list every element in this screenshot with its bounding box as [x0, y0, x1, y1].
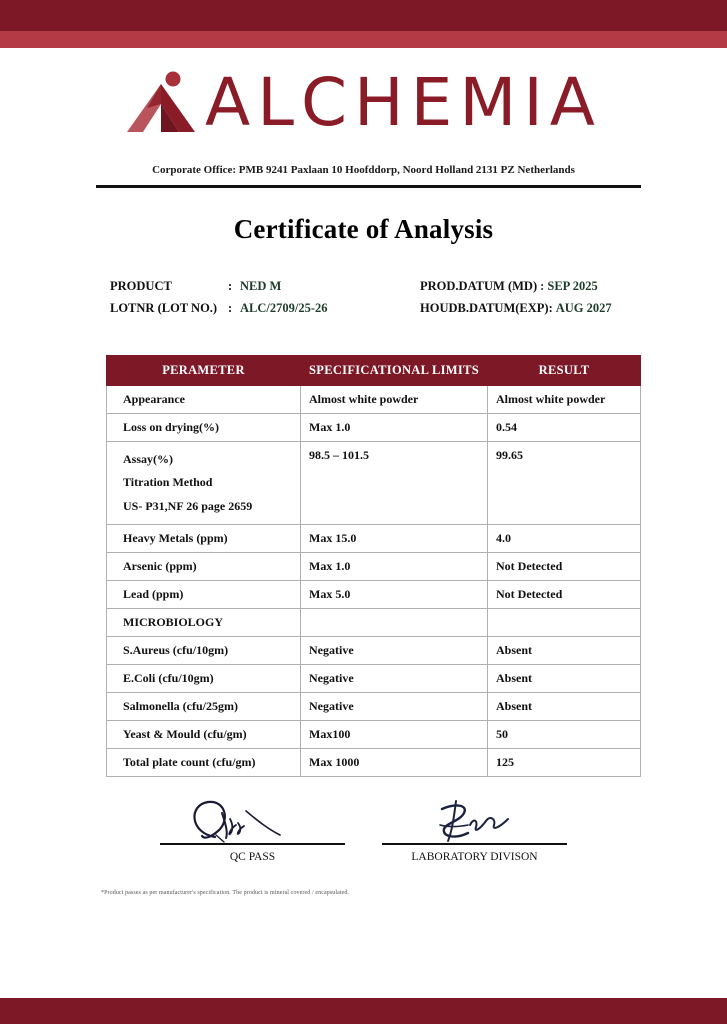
cell-parameter: S.Aureus (cfu/10gm): [107, 637, 301, 665]
cell-specification-limit: Almost white powder: [301, 386, 488, 414]
prod-datum-value: : SEP 2025: [540, 279, 598, 293]
table-row: [107, 581, 641, 609]
product-meta-block: [110, 279, 640, 323]
table-body: [107, 386, 641, 777]
prod-datum-label: PROD.DATUM (MD): [420, 279, 538, 293]
cell-parameter: Loss on drying(%): [107, 414, 301, 442]
table-row: [107, 525, 641, 553]
lot-value: ALC/2709/25-26: [240, 301, 328, 315]
header-divider: [96, 185, 641, 188]
cell-parameter: E.Coli (cfu/10gm): [107, 665, 301, 693]
meta-row-lot: [110, 301, 640, 316]
lab-signature-icon: [382, 795, 567, 843]
cell-specification-limit: [301, 609, 488, 637]
cell-parameter: Salmonella (cfu/25gm): [107, 693, 301, 721]
page-title: Certificate of Analysis: [233, 214, 494, 244]
table-row: [107, 637, 641, 665]
lot-label: LOTNR (LOT NO.): [110, 301, 218, 315]
footnote-disclaimer: *Product passes as per manufacturer's specification. The product is mineral covered / encapsulated.: [101, 890, 350, 896]
cell-result: 50: [488, 721, 641, 749]
signature-block-qc: [160, 795, 345, 863]
meta-lot-left: [110, 301, 420, 316]
cell-result: Absent: [488, 693, 641, 721]
meta-product-left: [110, 279, 420, 294]
cell-specification-limit: Max 5.0: [301, 581, 488, 609]
table-row: [107, 749, 641, 777]
cell-result: Absent: [488, 637, 641, 665]
cell-result: Not Detected: [488, 553, 641, 581]
analysis-results-table: [106, 355, 641, 777]
product-label: PRODUCT: [110, 279, 172, 293]
column-header-parameter: PERAMETER: [107, 356, 301, 386]
table-row: [107, 693, 641, 721]
cell-result: 125: [488, 749, 641, 777]
table-row: [107, 414, 641, 442]
table-section-header: MICROBIOLOGY: [107, 609, 301, 637]
product-value: NED M: [240, 279, 282, 293]
table-row: [107, 609, 641, 637]
brand-logo: [0, 62, 727, 144]
column-header-result: RESULT: [488, 356, 641, 386]
table-row: [107, 442, 641, 525]
cell-specification-limit: Max100: [301, 721, 488, 749]
table-row: [107, 553, 641, 581]
cell-result: 0.54: [488, 414, 641, 442]
corporate-office-address: Corporate Office: PMB 9241 Paxlaan 10 Hoofddorp, Noord Holland 2131 PZ Netherlands: [152, 164, 575, 176]
qc-signature-caption: QC PASS: [229, 851, 276, 863]
cell-parameter: Arsenic (ppm): [107, 553, 301, 581]
cell-specification-limit: Max 1000: [301, 749, 488, 777]
signature-block-lab: [382, 795, 567, 863]
table-row: [107, 721, 641, 749]
cell-parameter: Lead (ppm): [107, 581, 301, 609]
lab-signature-line: [382, 843, 567, 845]
qc-signature-icon: [160, 795, 345, 843]
alchemia-chevron-icon: [125, 70, 199, 136]
cell-result: Almost white powder: [488, 386, 641, 414]
cell-specification-limit: Negative: [301, 637, 488, 665]
lot-colon: :: [228, 301, 233, 315]
table-row: [107, 665, 641, 693]
cell-parameter: Heavy Metals (ppm): [107, 525, 301, 553]
cell-result: Not Detected: [488, 581, 641, 609]
cell-specification-limit: Negative: [301, 693, 488, 721]
exp-datum-value: AUG 2027: [555, 301, 612, 315]
brand-name: ALCHEMIA: [205, 64, 602, 141]
cell-result: 99.65: [488, 442, 641, 525]
product-colon: :: [228, 279, 233, 293]
cell-parameter: Yeast & Mould (cfu/gm): [107, 721, 301, 749]
qc-signature-line: [160, 843, 345, 845]
top-banner-bar-dark: [0, 0, 727, 31]
column-header-spec-limits: SPECIFICATIONAL LIMITS: [301, 356, 488, 386]
cell-parameter: Appearance: [107, 386, 301, 414]
signature-area: [150, 795, 590, 885]
cell-result: Absent: [488, 665, 641, 693]
cell-parameter: Assay(%) Titration Method US- P31,NF 26 page 2659: [107, 442, 301, 525]
table-header-row: [107, 356, 641, 386]
meta-prod-datum: [420, 279, 598, 294]
cell-result: 4.0: [488, 525, 641, 553]
cell-specification-limit: Negative: [301, 665, 488, 693]
cell-specification-limit: 98.5 – 101.5: [301, 442, 488, 525]
top-banner-bar-light: [0, 31, 727, 48]
cell-specification-limit: Max 1.0: [301, 414, 488, 442]
meta-exp-datum: [420, 301, 612, 316]
cell-parameter: Total plate count (cfu/gm): [107, 749, 301, 777]
table-header: [107, 356, 641, 386]
cell-specification-limit: Max 15.0: [301, 525, 488, 553]
bottom-banner-bar: [0, 998, 727, 1024]
table-row: [107, 386, 641, 414]
cell-specification-limit: Max 1.0: [301, 553, 488, 581]
exp-datum-label: HOUDB.DATUM(EXP):: [420, 301, 553, 315]
lab-signature-caption: LABORATORY DIVISON: [411, 851, 538, 863]
meta-row-product: [110, 279, 640, 294]
cell-result: [488, 609, 641, 637]
